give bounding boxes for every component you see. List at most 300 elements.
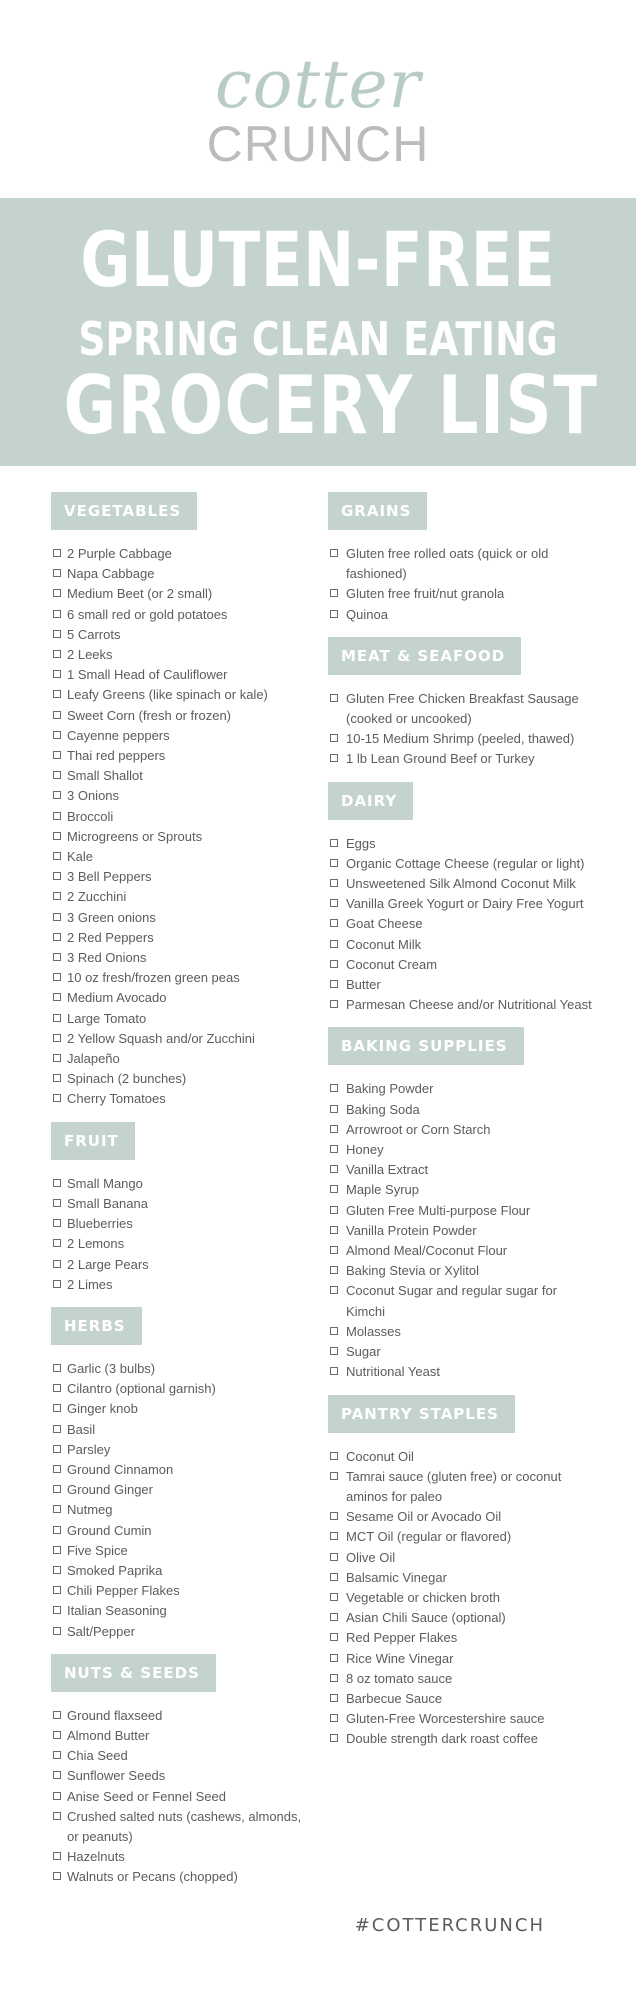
item-label: Unsweetened Silk Almond Coconut Milk (346, 876, 576, 892)
checkbox-icon[interactable] (53, 1445, 61, 1453)
checkbox-icon[interactable] (330, 734, 338, 742)
checkbox-icon[interactable] (330, 1327, 338, 1335)
checkbox-icon[interactable] (330, 1246, 338, 1254)
item-label: Baking Powder (346, 1081, 434, 1097)
item-label: Eggs (346, 835, 376, 851)
item-label: Small Mango (67, 1175, 143, 1191)
item-label: Basil (67, 1421, 96, 1437)
checkbox-icon[interactable] (53, 791, 61, 799)
item-label: 5 Carrots (67, 626, 121, 642)
list-item (51, 665, 311, 685)
item-label: Vanilla Greek Yogurt or Dairy Free Yogurt (346, 896, 584, 912)
checkbox-icon[interactable] (53, 1606, 61, 1614)
list-item (51, 1029, 311, 1049)
item-label: Red Pepper Flakes (346, 1630, 458, 1646)
item-label: Rice Wine Vinegar (346, 1650, 454, 1666)
checkbox-icon[interactable] (53, 1239, 61, 1247)
list-item (51, 1581, 311, 1601)
item-label: Cherry Tomatoes (67, 1091, 166, 1107)
item-label: Sweet Corn (fresh or frozen) (67, 707, 232, 723)
right-column (328, 492, 598, 1762)
list-item (51, 1234, 311, 1254)
list-item (51, 1766, 311, 1786)
section-pantry-staples (328, 1395, 598, 1750)
item-label: 3 Green onions (67, 909, 156, 925)
checkbox-icon[interactable] (53, 1465, 61, 1473)
list-item (328, 1649, 598, 1669)
checkbox-icon[interactable] (53, 933, 61, 941)
checkbox-icon[interactable] (53, 1219, 61, 1227)
checkbox-icon[interactable] (330, 1206, 338, 1214)
list-item (51, 1420, 311, 1440)
item-label: Parmesan Cheese and/or Nutritional Yeast (346, 997, 592, 1013)
item-label: Sesame Oil or Avocado Oil (346, 1509, 502, 1525)
item-label: Ground Cinnamon (67, 1461, 174, 1477)
section-baking-supplies (328, 1027, 598, 1382)
list-item (328, 1079, 598, 1099)
checkbox-icon[interactable] (330, 1000, 338, 1008)
list-item (51, 605, 311, 625)
checkbox-icon[interactable] (330, 940, 338, 948)
section-fruit (51, 1122, 311, 1295)
logo-block-text: CRUNCH (206, 116, 430, 172)
item-label: Coconut Milk (346, 936, 422, 952)
checkbox-icon[interactable] (330, 980, 338, 988)
checkbox-icon[interactable] (330, 1084, 338, 1092)
checkbox-icon[interactable] (330, 1145, 338, 1153)
list-item (51, 887, 311, 907)
item-label: Garlic (3 bulbs) (67, 1360, 156, 1376)
checkbox-icon[interactable] (53, 751, 61, 759)
list-item (51, 1541, 311, 1561)
checkbox-icon[interactable] (330, 1125, 338, 1133)
list-item (51, 1460, 311, 1480)
checkbox-icon[interactable] (330, 1367, 338, 1375)
list-item (51, 1049, 311, 1069)
checkbox-icon[interactable] (53, 1526, 61, 1534)
checkbox-icon[interactable] (330, 919, 338, 927)
checkbox-icon[interactable] (330, 1532, 338, 1540)
list-item (51, 1255, 311, 1275)
list-item (51, 1359, 311, 1379)
section-heading: MEAT & SEAFOOD (328, 637, 521, 675)
checkbox-icon[interactable] (53, 913, 61, 921)
list-item (328, 729, 598, 749)
checkbox-icon[interactable] (330, 1674, 338, 1682)
checkbox-icon[interactable] (330, 1593, 338, 1601)
checkbox-icon[interactable] (53, 1034, 61, 1042)
item-label: Five Spice (67, 1542, 128, 1558)
checkbox-icon[interactable] (53, 1731, 61, 1739)
checkbox-icon[interactable] (330, 1654, 338, 1662)
item-label: 2 Red Peppers (67, 929, 154, 945)
item-label: 3 Red Onions (67, 950, 147, 966)
item-label: Molasses (346, 1323, 401, 1339)
section-grains (328, 492, 598, 625)
checkbox-icon[interactable] (53, 731, 61, 739)
checkbox-icon[interactable] (53, 1852, 61, 1860)
item-label: 3 Bell Peppers (67, 869, 152, 885)
item-label: Ground Ginger (67, 1482, 153, 1498)
checkbox-icon[interactable] (53, 1280, 61, 1288)
list-item (328, 689, 598, 729)
checkbox-icon[interactable] (330, 1553, 338, 1561)
item-label: Sugar (346, 1344, 381, 1360)
checkbox-icon[interactable] (53, 1179, 61, 1187)
item-label: 3 Onions (67, 788, 120, 804)
list-item (51, 847, 311, 867)
item-label: Baking Stevia or Xylitol (346, 1263, 479, 1279)
list-item (51, 1009, 311, 1029)
checkbox-icon[interactable] (53, 711, 61, 719)
item-label: Cayenne peppers (67, 727, 170, 743)
checkbox-icon[interactable] (53, 569, 61, 577)
item-label: Barbecue Sauce (346, 1690, 443, 1706)
checkbox-icon[interactable] (330, 1226, 338, 1234)
list-item (51, 1561, 311, 1581)
grocery-list (328, 1447, 598, 1750)
section-heading: HERBS (51, 1307, 142, 1345)
list-item (51, 706, 311, 726)
checkbox-icon[interactable] (53, 1627, 61, 1635)
item-label: Spinach (2 bunches) (67, 1071, 187, 1087)
checkbox-icon[interactable] (330, 589, 338, 597)
list-item (51, 1746, 311, 1766)
list-item (328, 1140, 598, 1160)
item-label: Chia Seed (67, 1748, 128, 1764)
list-item (51, 1275, 311, 1295)
item-label: Walnuts or Pecans (chopped) (67, 1869, 238, 1885)
list-item (328, 1527, 598, 1547)
checkbox-icon[interactable] (53, 872, 61, 880)
list-item (328, 1467, 598, 1507)
item-label: Coconut Oil (346, 1448, 414, 1464)
section-heading: FRUIT (51, 1122, 135, 1160)
checkbox-icon[interactable] (53, 1054, 61, 1062)
banner-line-1: GLUTEN-FREE (80, 215, 556, 304)
checkbox-icon[interactable] (53, 1546, 61, 1554)
checkbox-icon[interactable] (53, 1771, 61, 1779)
brand-logo (0, 0, 636, 198)
list-item (328, 1608, 598, 1628)
list-item (51, 1480, 311, 1500)
item-label: 6 small red or gold potatoes (67, 606, 228, 622)
list-item (51, 1089, 311, 1109)
item-label: Gluten free rolled oats (quick or old fashioned) (346, 546, 549, 582)
item-label: Cilantro (optional garnish) (67, 1381, 216, 1397)
checkbox-icon[interactable] (53, 1792, 61, 1800)
item-label: Gluten Free Chicken Breakfast Sausage (cooked or uncooked) (346, 690, 579, 727)
list-item (51, 1867, 311, 1887)
list-item (51, 1787, 311, 1807)
list-item (328, 1241, 598, 1261)
list-item (51, 1214, 311, 1234)
checkbox-icon[interactable] (53, 812, 61, 820)
checkbox-icon[interactable] (53, 1404, 61, 1412)
checkbox-icon[interactable] (53, 1751, 61, 1759)
checkbox-icon[interactable] (53, 1014, 61, 1022)
list-item (328, 1362, 598, 1382)
checkbox-icon[interactable] (53, 610, 61, 618)
checkbox-icon[interactable] (330, 1734, 338, 1742)
item-label: Medium Avocado (67, 990, 167, 1006)
checkbox-icon[interactable] (53, 953, 61, 961)
footer-hashtag: #COTTERCRUNCH (354, 1915, 545, 1936)
banner-line-3: GROCERY LIST (63, 359, 599, 452)
checkbox-icon[interactable] (53, 1505, 61, 1513)
checkbox-icon[interactable] (53, 1566, 61, 1574)
item-label: Almond Meal/Coconut Flour (346, 1243, 508, 1259)
list-item (328, 834, 598, 854)
list-item (328, 1669, 598, 1689)
checkbox-icon[interactable] (53, 650, 61, 658)
list-item (328, 935, 598, 955)
list-item (328, 1729, 598, 1749)
item-label: Sunflower Seeds (67, 1768, 166, 1784)
checkbox-icon[interactable] (53, 630, 61, 638)
item-label: 2 Zucchini (67, 889, 127, 905)
checkbox-icon[interactable] (330, 754, 338, 762)
grocery-list (51, 1174, 311, 1295)
checkbox-icon[interactable] (330, 1613, 338, 1621)
list-item (51, 1726, 311, 1746)
section-heading: DAIRY (328, 782, 413, 820)
item-label: Medium Beet (or 2 small) (67, 586, 213, 602)
item-label: Microgreens or Sprouts (67, 828, 203, 844)
list-item (51, 786, 311, 806)
list-item (328, 749, 598, 769)
item-label: Nutritional Yeast (346, 1364, 440, 1380)
section-herbs (51, 1307, 311, 1642)
item-label: Asian Chili Sauce (optional) (346, 1610, 506, 1626)
list-item (328, 1689, 598, 1709)
checkbox-icon[interactable] (53, 892, 61, 900)
checkbox-icon[interactable] (330, 879, 338, 887)
item-label: 2 Limes (67, 1276, 113, 1292)
item-label: MCT Oil (regular or flavored) (346, 1529, 512, 1545)
checkbox-icon[interactable] (330, 694, 338, 702)
list-item (51, 766, 311, 786)
list-item (328, 1507, 598, 1527)
item-label: Italian Seasoning (67, 1603, 167, 1619)
list-item (51, 685, 311, 705)
checkbox-icon[interactable] (53, 1074, 61, 1082)
checkbox-icon[interactable] (53, 589, 61, 597)
list-item (51, 1174, 311, 1194)
item-label: Vanilla Extract (346, 1162, 429, 1178)
list-item (328, 544, 598, 584)
list-item (51, 1069, 311, 1089)
item-label: 2 Leeks (67, 647, 113, 663)
checkbox-icon[interactable] (53, 832, 61, 840)
checkbox-icon[interactable] (330, 1286, 338, 1294)
item-label: Butter (346, 977, 381, 993)
section-vegetables (51, 492, 311, 1110)
item-label: Vanilla Protein Powder (346, 1222, 477, 1238)
list-item (51, 584, 311, 604)
grocery-list (51, 1359, 311, 1642)
section-nuts-and-seeds (51, 1654, 311, 1888)
checkbox-icon[interactable] (330, 1694, 338, 1702)
checkbox-icon[interactable] (330, 960, 338, 968)
item-label: Small Shallot (67, 768, 143, 784)
list-item (328, 1342, 598, 1362)
list-item (51, 807, 311, 827)
item-label: Double strength dark roast coffee (346, 1731, 538, 1747)
item-label: Anise Seed or Fennel Seed (67, 1788, 226, 1804)
item-label: Small Banana (67, 1195, 148, 1211)
checkbox-icon[interactable] (330, 1512, 338, 1520)
item-label: 2 Purple Cabbage (67, 546, 172, 561)
item-label: 1 Small Head of Cauliflower (67, 667, 228, 683)
list-item (51, 1500, 311, 1520)
list-item (328, 1447, 598, 1467)
checkbox-icon[interactable] (330, 549, 338, 557)
list-item (328, 1709, 598, 1729)
checkbox-icon[interactable] (53, 690, 61, 698)
checkbox-icon[interactable] (330, 1714, 338, 1722)
item-label: 2 Large Pears (67, 1256, 149, 1272)
checkbox-icon[interactable] (53, 1260, 61, 1268)
list-item (51, 564, 311, 584)
list-item (51, 948, 311, 968)
checkbox-icon[interactable] (53, 1364, 61, 1372)
list-item (328, 584, 598, 604)
checkbox-icon[interactable] (53, 1199, 61, 1207)
checkbox-icon[interactable] (53, 1485, 61, 1493)
item-label: 1 lb Lean Ground Beef or Turkey (346, 751, 535, 767)
section-dairy (328, 782, 598, 1016)
checkbox-icon[interactable] (330, 859, 338, 867)
item-label: Crushed salted nuts (cashews, almonds, or peanuts) (67, 1808, 302, 1844)
list-item (328, 1628, 598, 1648)
checkbox-icon[interactable] (330, 899, 338, 907)
list-item (51, 645, 311, 665)
item-label: Broccoli (67, 808, 114, 824)
grocery-list (51, 1706, 311, 1888)
item-label: Coconut Cream (346, 956, 438, 972)
item-label: 10 oz fresh/frozen green peas (67, 970, 240, 986)
item-label: Nutmeg (67, 1502, 113, 1518)
item-label: 8 oz tomato sauce (346, 1670, 453, 1686)
item-label: Goat Cheese (346, 916, 423, 932)
checkbox-icon[interactable] (53, 993, 61, 1001)
left-column (51, 492, 311, 1900)
list-item (328, 1120, 598, 1140)
checkbox-icon[interactable] (53, 1384, 61, 1392)
checkbox-icon[interactable] (53, 771, 61, 779)
item-label: Tamrai sauce (gluten free) or coconut aminos for paleo (346, 1468, 562, 1504)
item-label: Gluten-Free Worcestershire sauce (346, 1711, 545, 1727)
item-label: Quinoa (346, 606, 388, 622)
item-label: Ground flaxseed (67, 1707, 163, 1723)
title-banner (0, 198, 636, 466)
list-item (328, 1160, 598, 1180)
checkbox-icon[interactable] (330, 1633, 338, 1641)
item-label: Kale (67, 849, 94, 865)
section-heading: NUTS & SEEDS (51, 1654, 216, 1692)
checkbox-icon[interactable] (53, 1425, 61, 1433)
list-item (328, 995, 598, 1015)
list-item (51, 726, 311, 746)
list-item (328, 1221, 598, 1241)
checkbox-icon[interactable] (330, 1573, 338, 1581)
item-label: Baking Soda (346, 1101, 420, 1117)
item-label: Gluten free fruit/nut granola (346, 586, 505, 602)
checkbox-icon[interactable] (53, 1872, 61, 1880)
list-item (51, 1847, 311, 1867)
checkbox-icon[interactable] (53, 852, 61, 860)
checkbox-icon[interactable] (330, 1165, 338, 1173)
checkbox-icon[interactable] (53, 670, 61, 678)
list-item (51, 1706, 311, 1726)
list-item (328, 914, 598, 934)
checkbox-icon[interactable] (53, 1586, 61, 1594)
section-heading: VEGETABLES (51, 492, 197, 530)
checkbox-icon[interactable] (330, 839, 338, 847)
item-label: Almond Butter (67, 1727, 150, 1743)
item-label: Jalapeño (67, 1051, 120, 1067)
list-item (51, 928, 311, 948)
checkbox-icon[interactable] (330, 1347, 338, 1355)
item-label: Chili Pepper Flakes (67, 1583, 180, 1599)
item-label: Ginger knob (67, 1401, 138, 1417)
item-label: Organic Cottage Cheese (regular or light) (346, 855, 585, 871)
list-item (51, 968, 311, 988)
checkbox-icon[interactable] (330, 610, 338, 618)
item-label: Ground Cumin (67, 1522, 152, 1538)
checkbox-icon[interactable] (53, 973, 61, 981)
list-item (328, 1588, 598, 1608)
section-meat-and-seafood (328, 637, 598, 770)
list-item (328, 975, 598, 995)
logo-script-text: cotter (214, 46, 422, 123)
item-label: Blueberries (67, 1216, 133, 1232)
item-label: Maple Syrup (346, 1182, 419, 1198)
checkbox-icon[interactable] (330, 1185, 338, 1193)
checkbox-icon[interactable] (330, 1452, 338, 1460)
grocery-list (328, 1079, 598, 1382)
item-label: Vegetable or chicken broth (346, 1589, 500, 1605)
grocery-list (328, 834, 598, 1016)
list-item (328, 1281, 598, 1321)
item-label: 10-15 Medium Shrimp (peeled, thawed) (346, 731, 575, 747)
list-item (328, 1568, 598, 1588)
list-item (51, 1601, 311, 1621)
item-label: Parsley (67, 1441, 111, 1457)
checkbox-icon[interactable] (330, 1105, 338, 1113)
list-item (51, 867, 311, 887)
checkbox-icon[interactable] (53, 1812, 61, 1820)
item-label: Honey (346, 1142, 384, 1158)
item-label: Gluten Free Multi-purpose Flour (346, 1202, 531, 1218)
list-item (51, 544, 311, 564)
checkbox-icon[interactable] (53, 1711, 61, 1719)
checkbox-icon[interactable] (330, 1266, 338, 1274)
list-item (51, 827, 311, 847)
checkbox-icon[interactable] (53, 1094, 61, 1102)
list-item (51, 1399, 311, 1419)
list-item (51, 1622, 311, 1642)
list-item (328, 1100, 598, 1120)
checkbox-icon[interactable] (53, 549, 61, 557)
list-item (51, 1194, 311, 1214)
item-label: Napa Cabbage (67, 566, 155, 582)
list-item (328, 1322, 598, 1342)
item-label: Large Tomato (67, 1010, 147, 1026)
list-item (328, 854, 598, 874)
checkbox-icon[interactable] (330, 1472, 338, 1480)
